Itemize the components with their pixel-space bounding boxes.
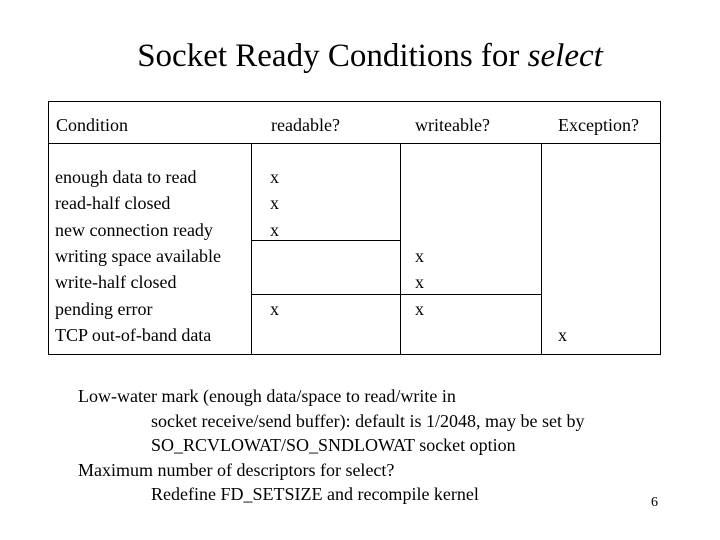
condition-row: pending error: [55, 298, 153, 319]
condition-row: read-half closed: [55, 193, 171, 214]
header-condition: Condition: [56, 115, 129, 135]
writeable-mark: x: [415, 298, 424, 319]
condition-row: new connection ready: [55, 219, 213, 240]
note-low-water-detail: socket receive/send buffer): default is 1/2048, may be set by: [151, 410, 585, 431]
note-low-water-mark: Low-water mark (enough data/space to read/write in: [78, 386, 456, 406]
table-bottom-border: [48, 354, 661, 355]
header-readable: readable?: [271, 115, 340, 135]
readable-mark: x: [270, 193, 279, 214]
title-text: Socket Ready Conditions for: [137, 38, 528, 74]
page-number: 6: [651, 495, 658, 510]
note-redefine-fd-setsize: Redefine FD_SETSIZE and recompile kernel: [151, 484, 479, 504]
slide-title: [0, 36, 720, 76]
readable-mark: x: [270, 219, 279, 240]
writeable-mark: x: [415, 245, 424, 266]
table-top-border: [48, 101, 661, 102]
writeable-mark: x: [415, 272, 424, 293]
table-right-border: [660, 101, 661, 355]
condition-row: writing space available: [55, 245, 221, 266]
col-divider-writeable: [400, 143, 401, 355]
col-divider-readable: [251, 143, 252, 355]
condition-row: TCP out-of-band data: [55, 324, 212, 345]
note-socket-option: SO_RCVLOWAT/SO_SNDLOWAT socket option: [151, 435, 516, 455]
readable-mark: x: [270, 167, 279, 187]
note-max-descriptors: Maximum number of descriptors for select?: [78, 459, 395, 480]
condition-row: write-half closed: [55, 272, 177, 293]
table-header-divider: [48, 143, 661, 144]
header-exception: Exception?: [558, 115, 639, 135]
table-left-border: [48, 101, 49, 355]
readable-mark: x: [270, 298, 279, 319]
col-divider-exception: [541, 143, 542, 355]
title-emphasis: select: [527, 38, 603, 74]
exception-mark: x: [558, 324, 567, 345]
condition-row: enough data to read: [55, 167, 197, 187]
header-writeable: writeable?: [415, 115, 490, 135]
